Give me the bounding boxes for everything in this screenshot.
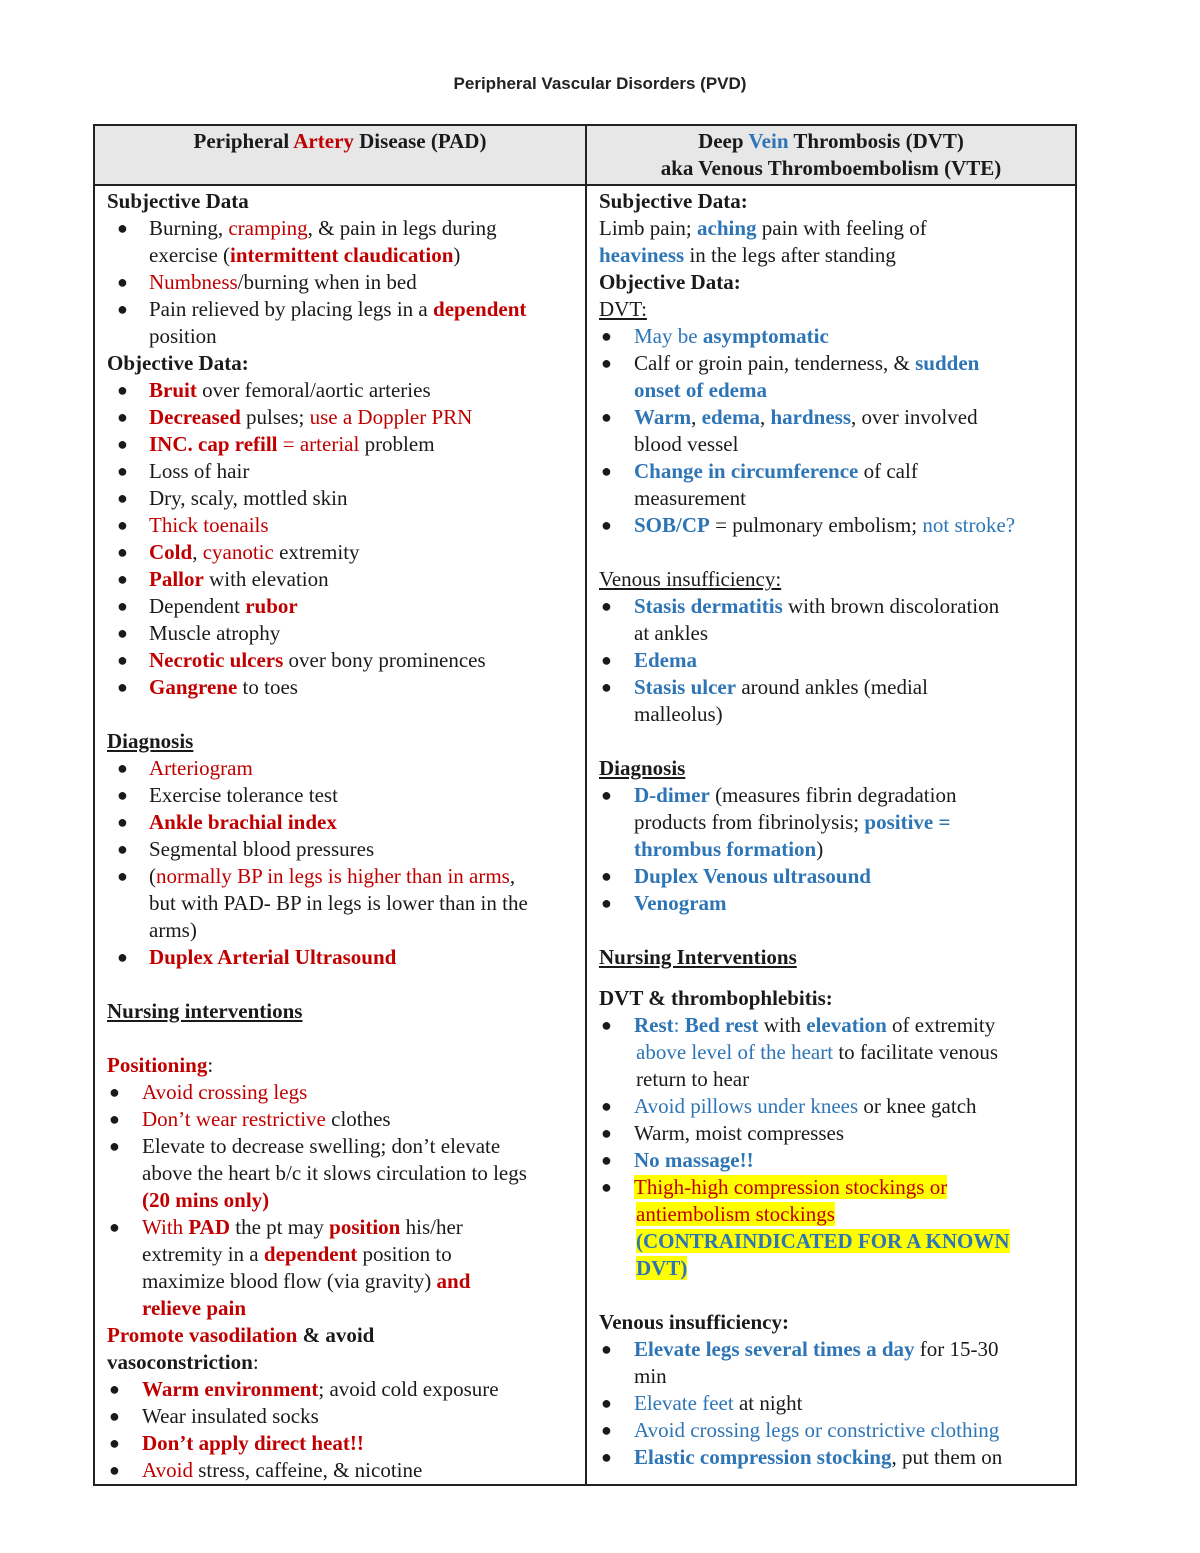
- list-item: ● Venogram: [601, 891, 727, 915]
- pvd-comparison-table: [93, 124, 1077, 1486]
- list-item: ● Avoid crossing legs: [109, 1080, 308, 1104]
- list-item: ● Avoid crossing legs or constrictive clothing: [601, 1418, 1000, 1442]
- list-item: ● Pallor with elevation: [117, 567, 329, 591]
- list-item-cont: above the heart b/c it slows circulation to legs: [142, 1161, 527, 1185]
- pad-header-pre: Peripheral: [193, 129, 294, 153]
- list-item-cont: products from fibrinolysis; positive =: [634, 810, 951, 834]
- list-item-cont: extremity in a dependent position to: [142, 1242, 452, 1266]
- list-item-cont: onset of edema: [634, 378, 767, 402]
- list-item: ● Avoid pillows under knees or knee gatch: [601, 1094, 977, 1118]
- list-item: ● (normally BP in legs is higher than in arms,: [117, 864, 516, 888]
- list-item-cont: malleolus): [634, 702, 723, 726]
- list-item: ● Pain relieved by placing legs in a dependent: [117, 297, 527, 321]
- list-item: ● Calf or groin pain, tenderness, & sudden: [601, 351, 980, 375]
- pad-subjective-heading: Subjective Data: [107, 189, 249, 213]
- list-item: ● Thick toenails: [117, 513, 269, 537]
- dvt-nursing-heading: Nursing Interventions: [599, 945, 797, 969]
- list-item: ● SOB/CP = pulmonary embolism; not stroke?: [601, 513, 1016, 537]
- pad-header: [94, 125, 586, 185]
- list-item: ● Exercise tolerance test: [117, 783, 338, 807]
- dvt-objective-sub: DVT:: [599, 297, 647, 321]
- dvt-subjective-line: heaviness in the legs after standing: [599, 243, 896, 267]
- pad-nursing-heading: Nursing interventions: [107, 999, 303, 1023]
- list-item-cont: (20 mins only): [142, 1188, 270, 1212]
- list-item: ● Duplex Arterial Ultrasound: [117, 945, 397, 969]
- list-item: ● Numbness/burning when in bed: [117, 270, 417, 294]
- list-item: ● Muscle atrophy: [117, 621, 281, 645]
- list-item-cont: position: [149, 324, 217, 348]
- list-item: ● May be asymptomatic: [601, 324, 829, 348]
- list-item: ● Stasis dermatitis with brown discoloration: [601, 594, 1000, 618]
- list-item-cont: min: [634, 1364, 667, 1388]
- list-item: ● Elevate feet at night: [601, 1391, 803, 1415]
- pad-vaso-heading-cont: vasoconstriction:: [107, 1350, 259, 1374]
- list-item: ● D-dimer (measures fibrin degradation: [601, 783, 957, 807]
- list-item: ● Thigh-high compression stockings or: [601, 1175, 948, 1199]
- list-item: ● Warm, edema, hardness, over involved: [601, 405, 978, 429]
- dvt-thrombophlebitis-heading: DVT & thrombophlebitis:: [599, 986, 833, 1010]
- list-item: ● Change in circumference of calf: [601, 459, 918, 483]
- pad-positioning-heading: Positioning:: [107, 1053, 214, 1077]
- list-item: ● No massage!!: [601, 1148, 754, 1172]
- dvt-header-post: Thrombosis (DVT): [788, 129, 964, 153]
- dvt-subjective-line: Limb pain; aching pain with feeling of: [599, 216, 927, 240]
- list-item: ● Decreased pulses; use a Doppler PRN: [117, 405, 473, 429]
- list-item: ● Warm, moist compresses: [601, 1121, 845, 1145]
- list-item: ● Dependent rubor: [117, 594, 298, 618]
- list-item-cont: thrombus formation): [634, 837, 824, 861]
- pad-vaso-heading: Promote vasodilation & avoid: [107, 1323, 375, 1347]
- list-item-cont: measurement: [634, 486, 746, 510]
- pad-header-accent: Artery: [293, 129, 354, 153]
- dvt-column: [586, 185, 1076, 1485]
- list-item: ● Dry, scaly, mottled skin: [117, 486, 348, 510]
- list-item: ● Rest: Bed rest with elevation of extremity: [601, 1013, 996, 1037]
- pad-diagnosis-heading: Diagnosis: [107, 729, 194, 753]
- dvt-header-line2: aka Venous Thromboembolism (VTE): [660, 156, 1002, 180]
- dvt-header-accent: Vein: [748, 129, 789, 153]
- dvt-venous-heading: Venous insufficiency:: [599, 567, 782, 591]
- list-item: ● Cold, cyanotic extremity: [117, 540, 360, 564]
- pad-header-post: Disease (PAD): [353, 129, 487, 153]
- list-item: ● Arteriogram: [117, 756, 253, 780]
- list-item: ● Necrotic ulcers over bony prominences: [117, 648, 486, 672]
- list-item-cont: arms): [149, 918, 197, 942]
- list-item: ● Stasis ulcer around ankles (medial: [601, 675, 928, 699]
- list-item-cont: maximize blood flow (via gravity) and: [142, 1269, 471, 1293]
- dvt-objective-heading: Objective Data:: [599, 270, 741, 294]
- pad-objective-heading: Objective Data:: [107, 351, 249, 375]
- dvt-header-pre: Deep: [698, 129, 749, 153]
- list-item: ● Elevate legs several times a day for 15-30: [601, 1337, 999, 1361]
- pad-column: [94, 185, 586, 1485]
- list-item-cont: at ankles: [634, 621, 709, 645]
- list-item: ● Loss of hair: [117, 459, 250, 483]
- list-item: ● Ankle brachial index: [117, 810, 337, 834]
- list-item: ● Bruit over femoral/aortic arteries: [117, 378, 431, 402]
- list-item: ● Gangrene to toes: [117, 675, 298, 699]
- list-item: ● Edema: [601, 648, 697, 672]
- list-item: ● Burning, cramping, & pain in legs during: [117, 216, 497, 240]
- document-title: Peripheral Vascular Disorders (PVD): [453, 74, 747, 93]
- list-item-cont: above level of the heart to facilitate venous: [636, 1040, 999, 1064]
- list-item: ● Duplex Venous ultrasound: [601, 864, 871, 888]
- list-item: ● Elevate to decrease swelling; don’t elevate: [109, 1134, 501, 1158]
- list-item: ● Warm environment; avoid cold exposure: [109, 1377, 499, 1401]
- list-item-cont: DVT): [636, 1256, 688, 1280]
- list-item-cont: return to hear: [636, 1067, 750, 1091]
- list-item: ● Elastic compression stocking, put them on: [601, 1445, 1003, 1469]
- list-item: ● INC. cap refill = arterial problem: [117, 432, 435, 456]
- list-item-cont: antiembolism stockings: [636, 1202, 835, 1226]
- list-item-cont: but with PAD- BP in legs is lower than in the: [149, 891, 528, 915]
- list-item-cont: (CONTRAINDICATED FOR A KNOWN: [636, 1229, 1010, 1253]
- dvt-venous-nursing-heading: Venous insufficiency:: [599, 1310, 789, 1334]
- list-item-cont: blood vessel: [634, 432, 739, 456]
- dvt-subjective-heading: Subjective Data:: [599, 189, 748, 213]
- dvt-diagnosis-heading: Diagnosis: [599, 756, 686, 780]
- list-item: ● Avoid stress, caffeine, & nicotine: [109, 1458, 423, 1482]
- list-item-cont: relieve pain: [142, 1296, 247, 1320]
- list-item: ● Wear insulated socks: [109, 1404, 319, 1428]
- dvt-header: [586, 125, 1076, 185]
- list-item: ● Don’t wear restrictive clothes: [109, 1107, 391, 1131]
- list-item: ● With PAD the pt may position his/her: [109, 1215, 463, 1239]
- list-item-cont: exercise (intermittent claudication): [149, 243, 461, 267]
- list-item: ● Don’t apply direct heat!!: [109, 1431, 364, 1455]
- list-item: ● Segmental blood pressures: [117, 837, 375, 861]
